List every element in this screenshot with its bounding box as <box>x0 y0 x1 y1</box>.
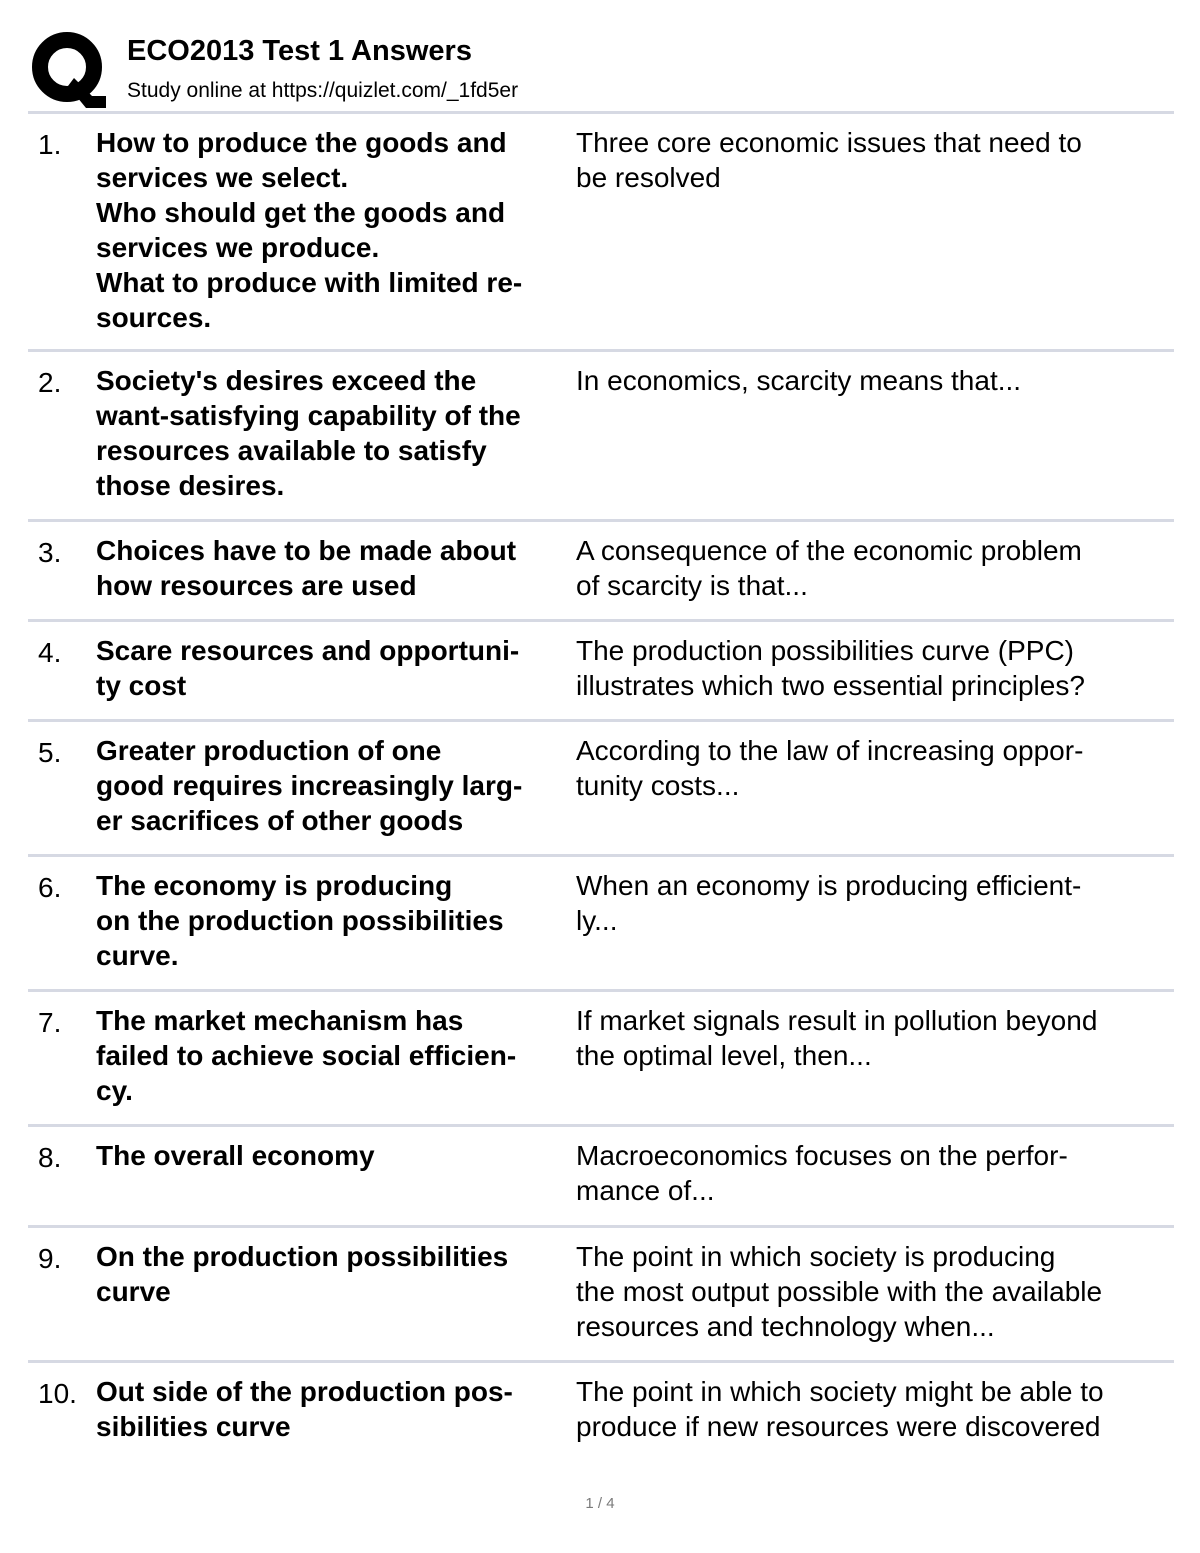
card-definition <box>576 733 1166 803</box>
flashcard-row <box>28 352 1174 522</box>
card-number: 3. <box>38 537 62 568</box>
card-term <box>96 1239 568 1309</box>
term-line: curve <box>96 1276 171 1307</box>
term-line: failed to achieve social efficien- <box>96 1040 517 1071</box>
page-indicator: 1 / 4 <box>585 1495 615 1512</box>
term-line: Out side of the production pos- <box>96 1376 513 1407</box>
term-line: curve. <box>96 940 179 971</box>
card-term <box>96 868 568 973</box>
term-line: Who should get the goods and <box>96 197 506 228</box>
card-term <box>96 733 568 838</box>
card-definition <box>576 1003 1166 1073</box>
definition-line: the most output possible with the available <box>576 1276 1103 1307</box>
term-line: The overall economy <box>96 1140 375 1171</box>
term-line: on the production possibilities <box>96 905 504 936</box>
card-definition <box>576 1374 1166 1444</box>
card-definition <box>576 633 1166 703</box>
term-line: resources available to satisfy <box>96 435 487 466</box>
definition-line: A consequence of the economic problem <box>576 535 1082 566</box>
term-line: Scare resources and opportuni- <box>96 635 520 666</box>
term-line: cy. <box>96 1075 133 1106</box>
flashcard-row <box>28 114 1174 352</box>
card-number: 9. <box>38 1243 62 1274</box>
definition-line: resources and technology when... <box>576 1311 995 1342</box>
card-number: 5. <box>38 737 62 768</box>
card-term <box>96 1003 568 1108</box>
definition-line: According to the law of increasing oppor- <box>576 735 1084 766</box>
term-line: The market mechanism has <box>96 1005 464 1036</box>
card-definition <box>576 363 1166 398</box>
card-number: 6. <box>38 872 62 903</box>
card-definition <box>576 125 1166 195</box>
flashcard-row <box>28 857 1174 992</box>
term-line: those desires. <box>96 470 285 501</box>
document-title: ECO2013 Test 1 Answers <box>127 35 472 67</box>
card-term <box>96 1374 568 1444</box>
definition-line: produce if new resources were discovered <box>576 1411 1101 1442</box>
flashcard-row <box>28 1127 1174 1228</box>
definition-line: the optimal level, then... <box>576 1040 872 1071</box>
term-line: how resources are used <box>96 570 417 601</box>
term-line: services we select. <box>96 162 349 193</box>
card-number: 7. <box>38 1007 62 1038</box>
term-line: er sacrifices of other goods <box>96 805 464 836</box>
term-line: services we produce. <box>96 232 380 263</box>
definition-line: illustrates which two essential principles? <box>576 670 1085 701</box>
card-definition <box>576 533 1166 603</box>
card-definition <box>576 1138 1166 1208</box>
card-number: 8. <box>38 1142 62 1173</box>
flashcard-row <box>28 1363 1174 1463</box>
term-line: What to produce with limited re- <box>96 267 523 298</box>
definition-line: Three core economic issues that need to <box>576 127 1082 158</box>
term-line: How to produce the goods and <box>96 127 507 158</box>
card-term <box>96 125 568 335</box>
definition-line: be resolved <box>576 162 721 193</box>
term-line: sibilities curve <box>96 1411 291 1442</box>
card-term <box>96 1138 568 1173</box>
flashcard-row <box>28 722 1174 857</box>
definition-line: tunity costs... <box>576 770 740 801</box>
flashcard-row <box>28 992 1174 1127</box>
term-line: sources. <box>96 302 212 333</box>
definition-line: If market signals result in pollution beyond <box>576 1005 1098 1036</box>
card-number: 10. <box>38 1378 77 1409</box>
flashcard-list <box>28 114 1174 1463</box>
card-number: 4. <box>38 637 62 668</box>
card-term <box>96 533 568 603</box>
definition-line: The point in which society is producing <box>576 1241 1056 1272</box>
term-line: The economy is producing <box>96 870 453 901</box>
flashcard-row <box>28 522 1174 622</box>
term-line: Society's desires exceed the <box>96 365 477 396</box>
definition-line: of scarcity is that... <box>576 570 808 601</box>
term-line: good requires increasingly larg- <box>96 770 523 801</box>
term-line: ty cost <box>96 670 187 701</box>
definition-line: mance of... <box>576 1175 715 1206</box>
term-line: Choices have to be made about <box>96 535 517 566</box>
term-line: want-satisfying capability of the <box>96 400 521 431</box>
definition-line: The point in which society might be able to <box>576 1376 1104 1407</box>
card-definition <box>576 1239 1166 1344</box>
term-line: On the production possibilities <box>96 1241 509 1272</box>
definition-line: ly... <box>576 905 618 936</box>
definition-line: In economics, scarcity means that... <box>576 365 1022 396</box>
definition-line: The production possibilities curve (PPC) <box>576 635 1074 666</box>
document-header <box>28 26 1174 110</box>
term-line: Greater production of one <box>96 735 442 766</box>
card-number: 2. <box>38 367 62 398</box>
quizlet-logo-icon <box>30 30 108 108</box>
card-term <box>96 633 568 703</box>
flashcard-row <box>28 622 1174 722</box>
card-number: 1. <box>38 129 62 160</box>
card-definition <box>576 868 1166 938</box>
definition-line: Macroeconomics focuses on the perfor- <box>576 1140 1068 1171</box>
document-subtitle: Study online at https://quizlet.com/_1fd5er <box>127 79 519 102</box>
definition-line: When an economy is producing efficient- <box>576 870 1082 901</box>
flashcard-row <box>28 1228 1174 1363</box>
card-term <box>96 363 568 503</box>
